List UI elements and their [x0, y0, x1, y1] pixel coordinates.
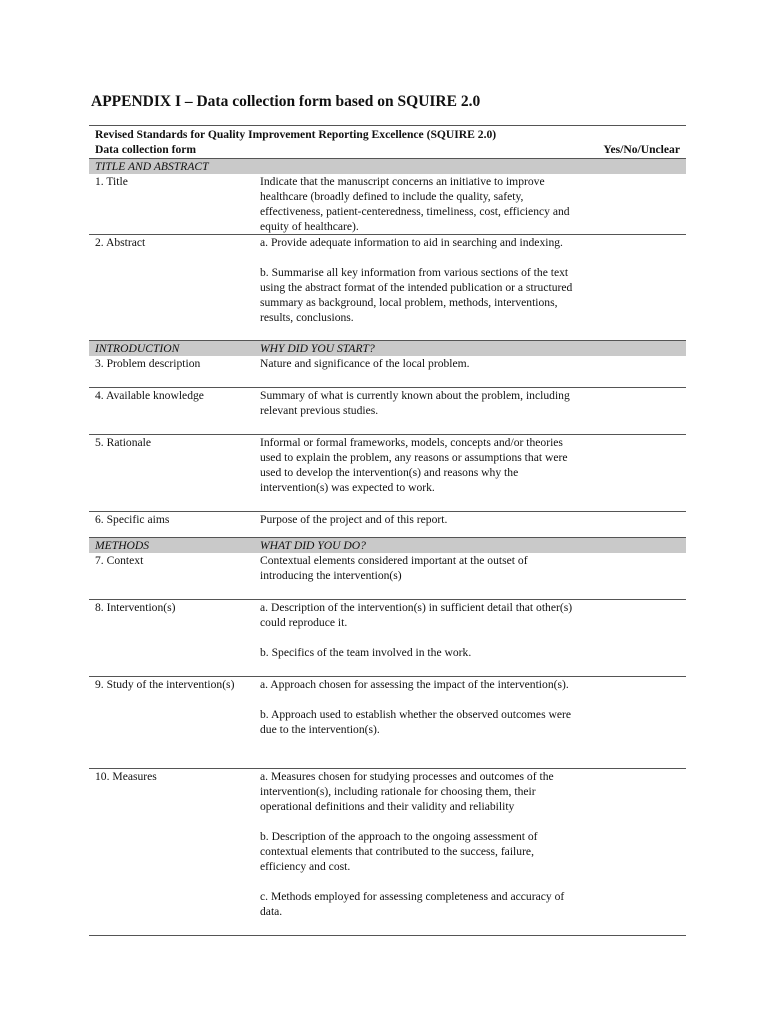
item-description — [260, 677, 582, 737]
item-label: 8. Intervention(s) — [95, 601, 176, 614]
item-description — [260, 435, 582, 495]
item-description — [260, 235, 582, 325]
section-label: METHODS — [95, 539, 150, 552]
item-row — [89, 434, 686, 511]
item-text: Informal or formal frameworks, models, concepts and/or theories used to explain the problem, any reasons or assumptions that were used to develop the intervention(s) and reasons why the intervention(s) was expected to work. — [260, 436, 568, 494]
section-row — [89, 158, 686, 174]
item-description — [260, 356, 582, 371]
item-text: a. Description of the intervention(s) in sufficient detail that other(s) could reproduce it. — [260, 601, 573, 629]
item-label: 7. Context — [95, 554, 144, 567]
page-title: APPENDIX I – Data collection form based on SQUIRE 2.0 — [91, 93, 481, 110]
item-text: b. Summarise all key information from various sections of the text using the abstract format of the intended publication or a structured summary as background, local problem, methods, interventions, results, conclusions. — [260, 266, 573, 324]
item-label: 3. Problem description — [95, 357, 201, 370]
item-row — [89, 511, 686, 537]
section-label: INTRODUCTION — [95, 342, 180, 355]
item-description — [260, 174, 582, 234]
item-description — [260, 769, 582, 919]
paragraph-gap — [260, 692, 582, 707]
item-label: 10. Measures — [95, 770, 157, 783]
item-text: a. Measures chosen for studying processes and outcomes of the intervention(s), including rationale for choosing them, their operational definitions and their validity and reliability — [260, 770, 554, 813]
section-question: WHY DID YOU START? — [260, 342, 375, 355]
item-label: 2. Abstract — [95, 236, 146, 249]
item-text: Indicate that the manuscript concerns an initiative to improve healthcare (broadly defined to include the quality, safety, effectiveness, patient-centeredness, timeliness, cost, efficiency and equity of healthcare). — [260, 175, 570, 233]
item-label: 1. Title — [95, 175, 128, 188]
item-text: b. Approach used to establish whether the observed outcomes were due to the intervention(s). — [260, 708, 572, 736]
item-text: a. Provide adequate information to aid in searching and indexing. — [260, 236, 563, 249]
item-text: c. Methods employed for assessing completeness and accuracy of data. — [260, 890, 565, 918]
section-row — [89, 340, 686, 356]
item-description — [260, 512, 582, 527]
item-description — [260, 553, 582, 583]
item-row — [89, 768, 686, 935]
item-text: Summary of what is currently known about the problem, including relevant previous studies. — [260, 389, 570, 417]
paragraph-gap — [260, 250, 582, 265]
table-header-form: Data collection form — [95, 143, 197, 156]
item-label: 4. Available knowledge — [95, 389, 204, 402]
item-description — [260, 388, 582, 418]
section-row — [89, 537, 686, 553]
paragraph-gap — [260, 630, 582, 645]
item-text: a. Approach chosen for assessing the impact of the intervention(s). — [260, 678, 569, 691]
table-header-row — [89, 142, 686, 158]
item-text: Contextual elements considered important at the outset of introducing the intervention(s) — [260, 554, 528, 582]
item-row — [89, 599, 686, 676]
top-rule — [89, 125, 686, 126]
item-row — [89, 553, 686, 599]
item-text: Nature and significance of the local problem. — [260, 357, 470, 370]
paragraph-gap — [260, 874, 582, 889]
data-collection-table — [89, 125, 686, 936]
paragraph-gap — [260, 814, 582, 829]
item-label: 6. Specific aims — [95, 513, 170, 526]
answer-column-header: Yes/No/Unclear — [603, 143, 680, 156]
item-row — [89, 676, 686, 768]
item-description — [260, 600, 582, 660]
bottom-rule — [89, 935, 686, 936]
item-label: 9. Study of the intervention(s) — [95, 678, 235, 691]
section-label: TITLE AND ABSTRACT — [95, 160, 209, 173]
item-text: Purpose of the project and of this report. — [260, 513, 448, 526]
item-row — [89, 174, 686, 234]
item-text: b. Description of the approach to the ongoing assessment of contextual elements that contributed to the success, failure, efficiency and cost. — [260, 830, 538, 873]
table-header-title: Revised Standards for Quality Improvement Reporting Excellence (SQUIRE 2.0) — [95, 128, 497, 141]
item-row — [89, 387, 686, 434]
item-row — [89, 234, 686, 340]
section-question: WHAT DID YOU DO? — [260, 539, 366, 552]
item-label: 5. Rationale — [95, 436, 152, 449]
item-text: b. Specifics of the team involved in the work. — [260, 646, 472, 659]
item-row — [89, 356, 686, 387]
